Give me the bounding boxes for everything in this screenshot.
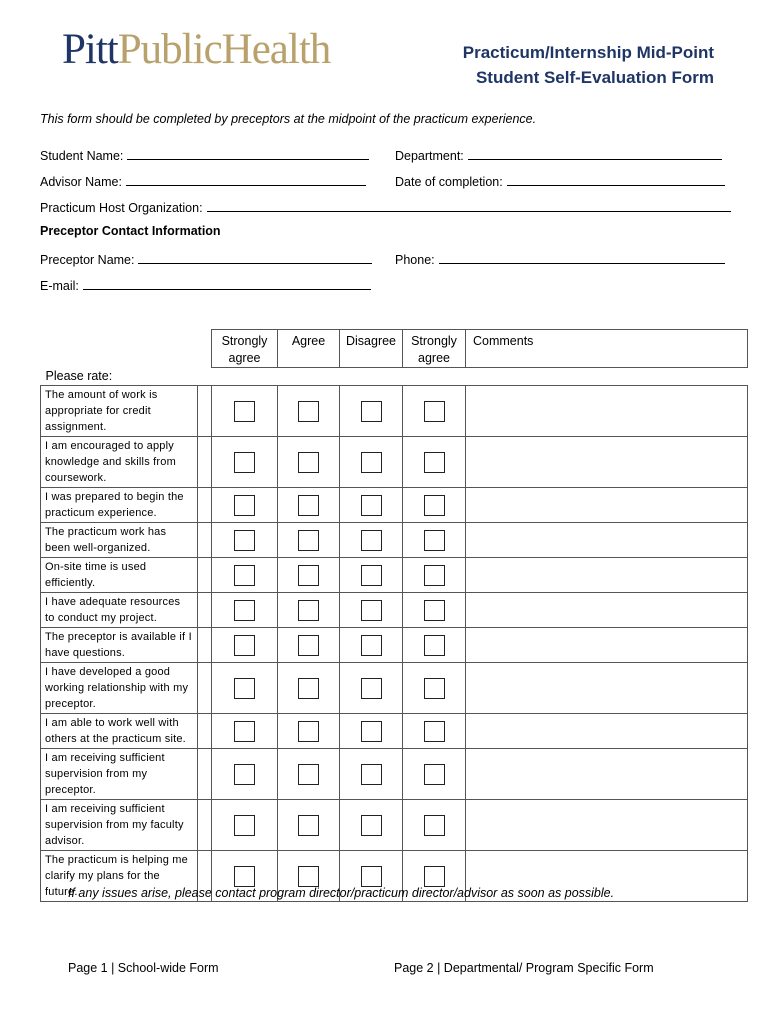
checkbox-strongly-disagree[interactable] bbox=[424, 530, 445, 551]
checkbox-strongly-disagree[interactable] bbox=[424, 401, 445, 422]
checkbox-strongly-disagree[interactable] bbox=[424, 764, 445, 785]
table-row bbox=[41, 800, 748, 851]
statement-text: I am able to work well with others at the practicum site. bbox=[41, 714, 198, 749]
col-agree: Agree bbox=[278, 330, 340, 368]
checkbox-strongly-disagree[interactable] bbox=[424, 635, 445, 656]
statement-text: The practicum work has been well-organized. bbox=[41, 523, 198, 558]
preceptor-name-field[interactable] bbox=[40, 251, 372, 267]
email-field[interactable] bbox=[40, 277, 371, 293]
contact-note: If any issues arise, please contact program director/practicum director/advisor as soon as possible. bbox=[68, 886, 615, 900]
checkbox-strongly-agree[interactable] bbox=[234, 495, 255, 516]
form-title-line1: Practicum/Internship Mid-Point bbox=[462, 43, 714, 62]
comments-cell[interactable] bbox=[466, 628, 748, 663]
checkbox-strongly-agree[interactable] bbox=[234, 635, 255, 656]
email-label: E-mail: bbox=[40, 279, 79, 293]
advisor-name-field[interactable] bbox=[40, 173, 366, 189]
checkbox-agree[interactable] bbox=[298, 600, 319, 621]
student-name-label: Student Name: bbox=[40, 149, 124, 163]
comments-cell[interactable] bbox=[466, 386, 748, 437]
checkbox-disagree[interactable] bbox=[361, 565, 382, 586]
logo-public-health-text: PublicHealth bbox=[117, 26, 331, 73]
checkbox-disagree[interactable] bbox=[361, 530, 382, 551]
footer-page1: Page 1 | School-wide Form bbox=[68, 961, 219, 975]
rating-body bbox=[41, 386, 748, 902]
checkbox-disagree[interactable] bbox=[361, 600, 382, 621]
table-row bbox=[41, 488, 748, 523]
col-comments: Comments bbox=[466, 330, 748, 368]
table-row bbox=[41, 663, 748, 714]
table-row bbox=[41, 558, 748, 593]
date-of-completion-field[interactable] bbox=[395, 173, 725, 189]
checkbox-agree[interactable] bbox=[298, 495, 319, 516]
advisor-name-line[interactable] bbox=[126, 173, 366, 186]
statement-text: I am receiving sufficient supervision from my preceptor. bbox=[41, 749, 198, 800]
intro-text: This form should be completed by preceptors at the midpoint of the practicum experience. bbox=[40, 112, 537, 126]
comments-cell[interactable] bbox=[466, 800, 748, 851]
comments-cell[interactable] bbox=[466, 523, 748, 558]
statement-text: On-site time is used efficiently. bbox=[41, 558, 198, 593]
department-label: Department: bbox=[395, 149, 464, 163]
statement-text: I have adequate resources to conduct my project. bbox=[41, 593, 198, 628]
preceptor-name-line[interactable] bbox=[138, 251, 372, 264]
pitt-public-health-logo bbox=[62, 28, 330, 71]
col-strongly-agree: Strongly agree bbox=[212, 330, 278, 368]
comments-cell[interactable] bbox=[466, 663, 748, 714]
checkbox-strongly-agree[interactable] bbox=[234, 565, 255, 586]
checkbox-disagree[interactable] bbox=[361, 764, 382, 785]
checkbox-disagree[interactable] bbox=[361, 678, 382, 699]
table-row bbox=[41, 593, 748, 628]
checkbox-strongly-agree[interactable] bbox=[234, 866, 255, 887]
comments-cell[interactable] bbox=[466, 714, 748, 749]
phone-field[interactable] bbox=[395, 251, 725, 267]
checkbox-agree[interactable] bbox=[298, 530, 319, 551]
phone-label: Phone: bbox=[395, 253, 435, 267]
department-line[interactable] bbox=[468, 147, 722, 160]
table-row bbox=[41, 437, 748, 488]
checkbox-strongly-agree[interactable] bbox=[234, 764, 255, 785]
checkbox-agree[interactable] bbox=[298, 635, 319, 656]
checkbox-agree[interactable] bbox=[298, 678, 319, 699]
statement-text: The practicum is helping me clarify my plans for the future. bbox=[41, 851, 198, 902]
table-row bbox=[41, 386, 748, 437]
rating-table bbox=[40, 329, 748, 902]
preceptor-name-label: Preceptor Name: bbox=[40, 253, 135, 267]
checkbox-disagree[interactable] bbox=[361, 721, 382, 742]
email-line[interactable] bbox=[83, 277, 371, 290]
checkbox-disagree[interactable] bbox=[361, 866, 382, 887]
checkbox-disagree[interactable] bbox=[361, 815, 382, 836]
statement-text: I am receiving sufficient supervision from my faculty advisor. bbox=[41, 800, 198, 851]
statement-text: The preceptor is available if I have questions. bbox=[41, 628, 198, 663]
statement-text: The amount of work is appropriate for credit assignment. bbox=[41, 386, 198, 437]
checkbox-strongly-agree[interactable] bbox=[234, 452, 255, 473]
checkbox-strongly-disagree[interactable] bbox=[424, 866, 445, 887]
table-row bbox=[41, 714, 748, 749]
form-title bbox=[463, 40, 714, 90]
preceptor-contact-heading: Preceptor Contact Information bbox=[40, 224, 221, 238]
checkbox-agree[interactable] bbox=[298, 764, 319, 785]
checkbox-strongly-disagree[interactable] bbox=[424, 495, 445, 516]
checkbox-strongly-disagree[interactable] bbox=[424, 452, 445, 473]
checkbox-strongly-disagree[interactable] bbox=[424, 678, 445, 699]
comments-cell[interactable] bbox=[466, 558, 748, 593]
checkbox-agree[interactable] bbox=[298, 565, 319, 586]
col-strongly-disagree: Strongly agree bbox=[403, 330, 466, 368]
please-rate-label: Please rate: bbox=[45, 369, 113, 383]
checkbox-disagree[interactable] bbox=[361, 452, 382, 473]
checkbox-strongly-agree[interactable] bbox=[234, 815, 255, 836]
host-organization-field[interactable] bbox=[40, 199, 731, 215]
comments-cell[interactable] bbox=[466, 437, 748, 488]
checkbox-agree[interactable] bbox=[298, 401, 319, 422]
please-rate-row bbox=[41, 368, 748, 386]
checkbox-strongly-agree[interactable] bbox=[234, 530, 255, 551]
form-title-line2: Student Self-Evaluation Form bbox=[475, 68, 714, 87]
checkbox-strongly-disagree[interactable] bbox=[424, 600, 445, 621]
student-name-line[interactable] bbox=[127, 147, 369, 160]
date-of-completion-line[interactable] bbox=[507, 173, 725, 186]
checkbox-disagree[interactable] bbox=[361, 401, 382, 422]
logo-pitt-text: Pitt bbox=[62, 26, 118, 73]
checkbox-strongly-disagree[interactable] bbox=[424, 815, 445, 836]
checkbox-agree[interactable] bbox=[298, 866, 319, 887]
date-of-completion-label: Date of completion: bbox=[395, 175, 503, 189]
statement-text: I have developed a good working relationship with my preceptor. bbox=[41, 663, 198, 714]
student-name-field[interactable] bbox=[40, 147, 369, 163]
checkbox-strongly-disagree[interactable] bbox=[424, 565, 445, 586]
checkbox-strongly-agree[interactable] bbox=[234, 678, 255, 699]
rating-header-row bbox=[41, 330, 748, 368]
phone-line[interactable] bbox=[439, 251, 725, 264]
checkbox-agree[interactable] bbox=[298, 452, 319, 473]
checkbox-agree[interactable] bbox=[298, 815, 319, 836]
department-field[interactable] bbox=[395, 147, 722, 163]
checkbox-agree[interactable] bbox=[298, 721, 319, 742]
comments-cell[interactable] bbox=[466, 749, 748, 800]
statement-text: I am encouraged to apply knowledge and skills from coursework. bbox=[41, 437, 198, 488]
checkbox-strongly-disagree[interactable] bbox=[424, 721, 445, 742]
checkbox-strongly-agree[interactable] bbox=[234, 600, 255, 621]
host-organization-label: Practicum Host Organization: bbox=[40, 201, 203, 215]
footer-page2: Page 2 | Departmental/ Program Specific Form bbox=[394, 961, 654, 975]
col-disagree: Disagree bbox=[340, 330, 403, 368]
host-organization-line[interactable] bbox=[207, 199, 731, 212]
comments-cell[interactable] bbox=[466, 593, 748, 628]
checkbox-disagree[interactable] bbox=[361, 495, 382, 516]
table-row bbox=[41, 749, 748, 800]
advisor-name-label: Advisor Name: bbox=[40, 175, 122, 189]
table-row bbox=[41, 628, 748, 663]
checkbox-strongly-agree[interactable] bbox=[234, 721, 255, 742]
statement-text: I was prepared to begin the practicum experience. bbox=[41, 488, 198, 523]
comments-cell[interactable] bbox=[466, 488, 748, 523]
checkbox-disagree[interactable] bbox=[361, 635, 382, 656]
checkbox-strongly-agree[interactable] bbox=[234, 401, 255, 422]
table-row bbox=[41, 523, 748, 558]
